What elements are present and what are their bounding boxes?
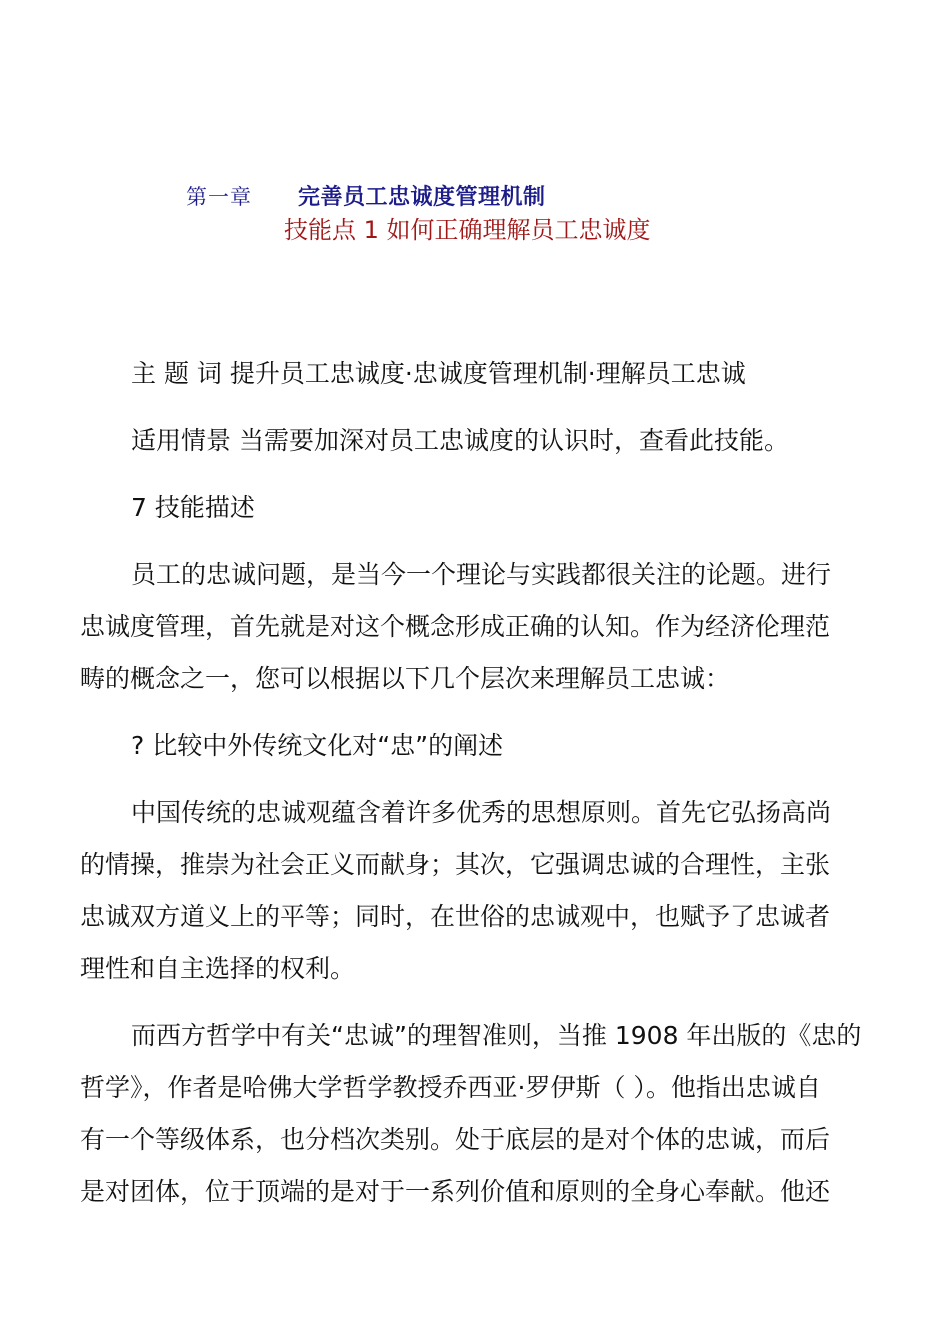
keywords-line: 主 题 词 提升员工忠诚度·忠诚度管理机制·理解员工忠诚 <box>131 359 746 388</box>
paragraph <box>80 1010 860 1218</box>
scenario-line: 适用情景 当需要加深对员工忠诚度的认识时，查看此技能。 <box>131 426 789 455</box>
chapter-label: 第一章 <box>186 185 252 209</box>
paragraph-line: ? 比较中外传统文化对“忠”的阐述 <box>131 731 504 760</box>
subsection-heading <box>80 720 860 772</box>
paragraph-line: 畴的概念之一，您可以根据以下几个层次来理解员工忠诚： <box>80 664 731 693</box>
chapter-title: 完善员工忠诚度管理机制 <box>298 185 546 210</box>
paragraph <box>80 549 860 705</box>
body-text <box>80 348 860 1218</box>
paragraph-line: 忠诚度管理，首先就是对这个概念形成正确的认知。作为经济伦理范 <box>80 612 831 641</box>
paragraph-line: 的情操，推崇为社会正义而献身；其次，它强调忠诚的合理性，主张 <box>80 850 831 879</box>
paragraph-line: 员工的忠诚问题，是当今一个理论与实践都很关注的论题。进行 <box>131 560 832 589</box>
skill-title: 技能点 1 如何正确理解员工忠诚度 <box>284 216 651 244</box>
paragraph-line: 理性和自主选择的权利。 <box>80 954 356 983</box>
paragraph-line: 中国传统的忠诚观蕴含着许多优秀的思想原则。首先它弘扬高尚 <box>131 798 832 827</box>
paragraph-line: 是对团体，位于顶端的是对于一系列价值和原则的全身心奉献。他还 <box>80 1177 831 1206</box>
section-heading: 7 技能描述 <box>131 493 255 522</box>
paragraph-line: 哲学》，作者是哈佛大学哲学教授乔西亚·罗伊斯（ ）。他指出忠诚自 <box>80 1073 821 1102</box>
chapter-heading <box>186 180 546 211</box>
paragraph-line: 而西方哲学中有关“忠诚”的理智准则，当推 1908 年出版的《忠的 <box>131 1021 862 1050</box>
paragraph-line: 有一个等级体系，也分档次类别。处于底层的是对个体的忠诚，而后 <box>80 1125 831 1154</box>
paragraph <box>80 787 860 995</box>
paragraph-line: 忠诚双方道义上的平等；同时，在世俗的忠诚观中，也赋予了忠诚者 <box>80 902 831 931</box>
